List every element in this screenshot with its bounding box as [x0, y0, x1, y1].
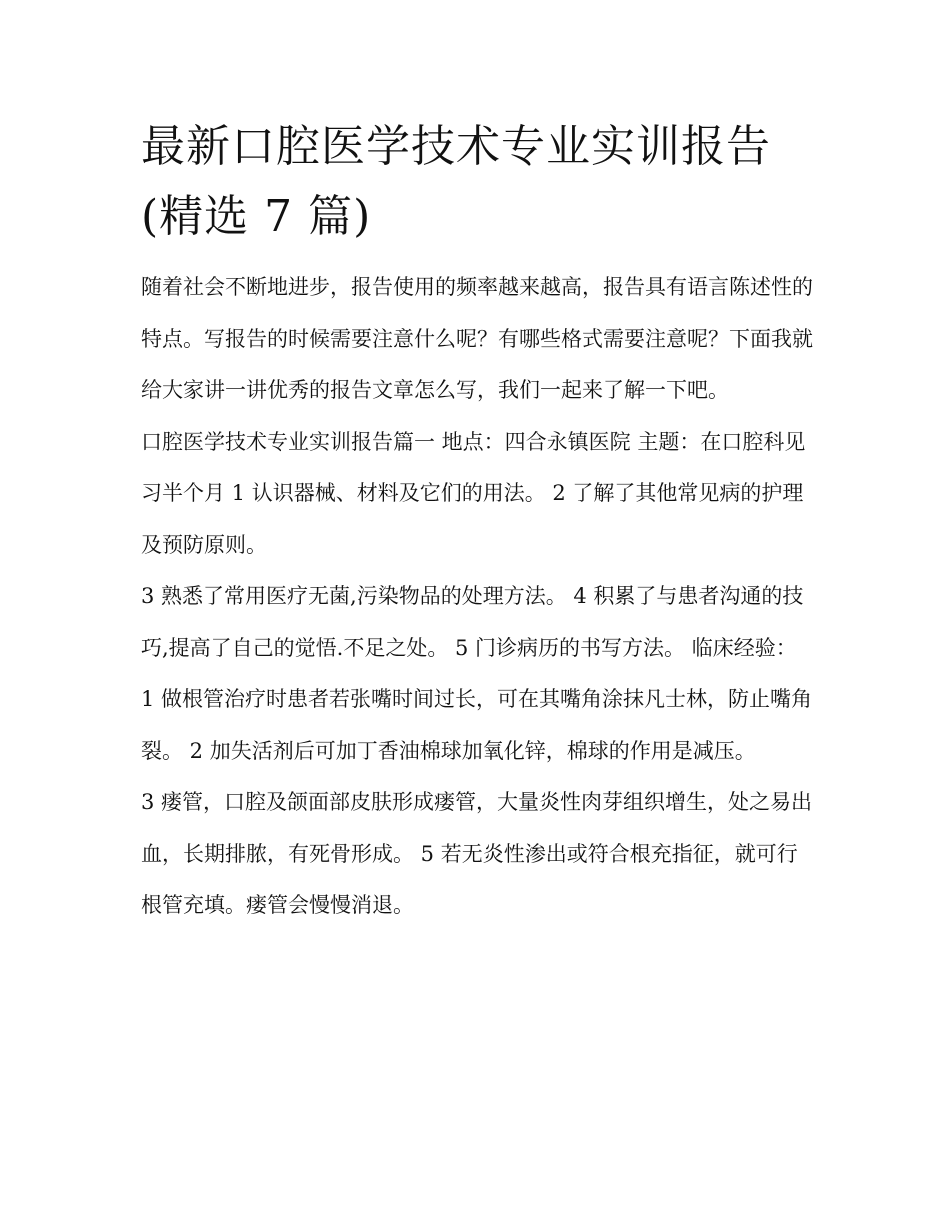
experience-paragraph-2: 3 瘘管，口腔及颌面部皮肤形成瘘管，大量炎性肉芽组织增生，处之易出血，长期排脓，有死骨形成。 5 若无炎性渗出或符合根充指征，就可行根管充填。瘘管会慢慢消退。: [141, 790, 813, 917]
intro-paragraph: 随着社会不断地进步，报告使用的频率越来越高，报告具有语言陈述性的特点。写报告的时候需要注意什么呢？有哪些格式需要注意呢？下面我就给大家讲一讲优秀的报告文章怎么写，我们一起来了解一下吧。: [141, 275, 813, 402]
report-paragraph-2: 3 熟悉了常用医疗无菌,污染物品的处理方法。 4 积累了与患者沟通的技巧,提高了自己的觉悟.不足之处。 5 门诊病历的书写方法。 临床经验：: [141, 584, 804, 660]
document-title: 最新口腔医学技术专业实训报告(精选 7 篇): [141, 121, 771, 242]
report-paragraph-1: 口腔医学技术专业实训报告篇一 地点：四合永镇医院 主题：在口腔科见习半个月 1 认识器械、材料及它们的用法。 2 了解了其他常见病的护理及预防原则。: [141, 429, 806, 557]
document-body: [141, 112, 813, 932]
experience-paragraph-1: 1 做根管治疗时患者若张嘴时间过长，可在其嘴角涂抹凡士林，防止嘴角裂。 2 加失活剂后可加丁香油棉球加氧化锌，棉球的作用是减压。: [141, 687, 813, 763]
